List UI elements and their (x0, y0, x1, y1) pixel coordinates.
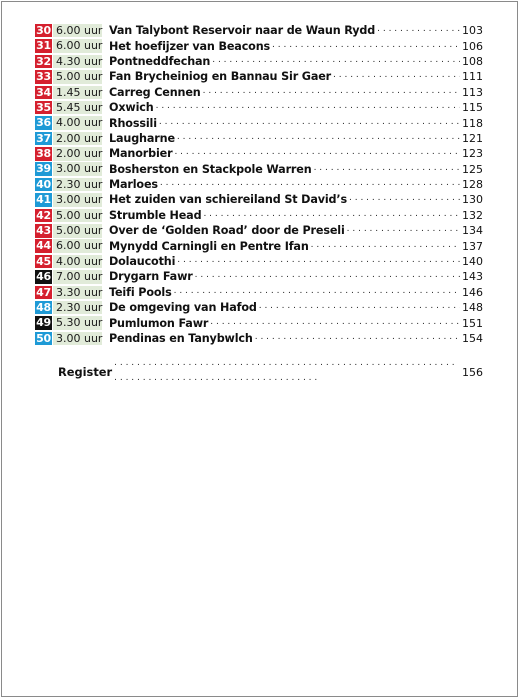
route-title: Pontneddfechan (109, 54, 211, 68)
page-number: 118 (462, 116, 483, 130)
route-number-badge: 50 (36, 331, 51, 345)
route-duration: 3.00 uur (53, 332, 102, 346)
page-number: 115 (462, 101, 483, 115)
page-number: 123 (462, 147, 483, 161)
toc-entry[interactable] (35, 177, 483, 192)
page-number: 151 (462, 316, 483, 330)
leader-dots (255, 330, 460, 345)
toc-entry[interactable] (35, 85, 483, 100)
route-title: Fan Brycheiniog en Bannau Sir Gaer (109, 70, 332, 84)
route-duration: 2.30 uur (53, 178, 102, 192)
route-number-badge: 43 (36, 224, 51, 238)
route-title: Bosherston en Stackpole Warren (109, 162, 312, 176)
route-duration: 6.00 uur (53, 239, 102, 253)
route-duration: 4.00 uur (53, 116, 102, 130)
route-number-badge: 40 (36, 177, 51, 191)
leader-dots (347, 222, 460, 237)
route-title: Teifi Pools (109, 285, 172, 299)
toc-list (35, 23, 483, 346)
route-number-badge: 37 (36, 131, 51, 145)
page-number: 140 (462, 255, 483, 269)
leader-dots (156, 99, 460, 114)
route-number-badge: 31 (36, 39, 51, 53)
route-title: Marloes (109, 178, 158, 192)
route-duration: 6.00 uur (53, 39, 102, 53)
toc-entry[interactable] (35, 100, 483, 115)
route-number-badge: 34 (36, 85, 51, 99)
page-number: 148 (462, 301, 483, 315)
leader-dots (333, 68, 460, 83)
route-duration: 3.30 uur (53, 286, 102, 300)
leader-dots (159, 115, 460, 130)
leader-dots (259, 299, 460, 314)
route-number-badge: 30 (36, 23, 51, 37)
leader-dots (377, 22, 460, 37)
route-number-badge: 41 (36, 193, 51, 207)
page-number: 130 (462, 193, 483, 207)
leader-dots (114, 356, 460, 386)
route-number-badge: 33 (36, 70, 51, 84)
toc-entry[interactable] (35, 254, 483, 269)
leader-dots (174, 145, 460, 160)
route-title: Van Talybont Reservoir naar de Waun Rydd (109, 24, 376, 38)
toc-entry[interactable] (35, 300, 483, 315)
toc-entry[interactable] (35, 69, 483, 84)
route-duration: 6.00 uur (53, 24, 102, 38)
route-title: Mynydd Carningli en Pentre Ifan (109, 239, 309, 253)
route-number-badge: 32 (36, 54, 51, 68)
toc-entry[interactable] (35, 146, 483, 161)
toc-entry[interactable] (35, 208, 483, 223)
route-duration: 3.00 uur (53, 193, 102, 207)
route-duration: 5.00 uur (53, 224, 102, 238)
route-duration: 2.00 uur (53, 132, 102, 146)
leader-dots (212, 53, 460, 68)
toc-entry[interactable] (35, 192, 483, 207)
route-number-badge: 36 (36, 116, 51, 130)
route-number-badge: 38 (36, 147, 51, 161)
route-number-badge: 44 (36, 239, 51, 253)
toc-entry[interactable] (35, 285, 483, 300)
table-of-contents (35, 23, 483, 346)
route-title: Pumlumon Fawr (109, 316, 209, 330)
route-title: De omgeving van Hafod (109, 301, 257, 315)
page-number: 154 (462, 332, 483, 345)
toc-entry[interactable] (35, 331, 483, 346)
leader-dots (314, 161, 460, 176)
toc-entry[interactable] (35, 23, 483, 38)
toc-entry[interactable] (35, 269, 483, 284)
route-duration: 1.45 uur (53, 86, 102, 100)
route-duration: 5.00 uur (53, 70, 102, 84)
route-title: Strumble Head (109, 208, 202, 222)
toc-entry[interactable] (35, 238, 483, 253)
page-number: 143 (462, 270, 483, 284)
route-number-badge: 45 (36, 254, 51, 268)
leader-dots (203, 207, 460, 222)
route-duration: 5.45 uur (53, 101, 102, 115)
route-title: Carreg Cennen (109, 85, 201, 99)
route-duration: 5.00 uur (53, 209, 102, 223)
page-number: 121 (462, 131, 483, 145)
route-title: Laugharne (109, 131, 175, 145)
toc-entry[interactable] (35, 315, 483, 330)
toc-entry[interactable] (35, 54, 483, 69)
page-number: 128 (462, 178, 483, 192)
route-number-badge: 42 (36, 208, 51, 222)
route-title: Dolaucothi (109, 255, 176, 269)
route-title: Rhossili (109, 116, 157, 130)
route-duration: 4.30 uur (53, 55, 102, 69)
route-duration: 4.00 uur (53, 255, 102, 269)
toc-entry[interactable] (35, 38, 483, 53)
route-title: Over de ‘Golden Road’ door de Preseli (109, 224, 345, 238)
register-entry[interactable] (58, 364, 483, 380)
toc-entry[interactable] (35, 131, 483, 146)
route-number-badge: 48 (36, 300, 51, 314)
page-number: 134 (462, 224, 483, 238)
leader-dots (272, 38, 460, 53)
page-number: 111 (462, 70, 483, 84)
route-title: Het hoefijzer van Beacons (109, 39, 271, 53)
route-duration: 2.30 uur (53, 301, 102, 315)
route-title: Drygarn Fawr (109, 270, 193, 284)
route-duration: 3.00 uur (53, 162, 102, 176)
page-number: 103 (462, 24, 483, 38)
page-number: 106 (462, 39, 483, 53)
route-number-badge: 47 (36, 285, 51, 299)
route-title: Manorbier (109, 147, 173, 161)
leader-dots (195, 268, 460, 283)
leader-dots (349, 191, 460, 206)
route-number-badge: 46 (36, 270, 51, 284)
leader-dots (177, 253, 460, 268)
route-duration: 7.00 uur (53, 270, 102, 284)
route-number-badge: 39 (36, 162, 51, 176)
route-title: Pendinas en Tanybwlch (109, 332, 253, 345)
route-duration: 5.30 uur (53, 316, 102, 330)
route-number-badge: 49 (36, 316, 51, 330)
page-number: 113 (462, 85, 483, 99)
register-label: Register (58, 365, 113, 379)
route-title: Het zuiden van schiereiland St David’s (109, 193, 348, 207)
page-number: 108 (462, 54, 483, 68)
leader-dots (210, 315, 460, 330)
leader-dots (160, 176, 460, 191)
leader-dots (311, 238, 460, 253)
document-page (1, 1, 518, 697)
toc-entry[interactable] (35, 162, 483, 177)
leader-dots (203, 84, 460, 99)
toc-entry[interactable] (35, 223, 483, 238)
register-page-number: 156 (462, 365, 483, 379)
page-number: 146 (462, 285, 483, 299)
route-number-badge: 35 (36, 100, 51, 114)
page-number: 137 (462, 239, 483, 253)
route-title: Oxwich (109, 101, 154, 115)
leader-dots (174, 284, 460, 299)
leader-dots (177, 130, 460, 145)
toc-entry[interactable] (35, 115, 483, 130)
page-number: 125 (462, 162, 483, 176)
route-duration: 2.00 uur (53, 147, 102, 161)
page-number: 132 (462, 208, 483, 222)
